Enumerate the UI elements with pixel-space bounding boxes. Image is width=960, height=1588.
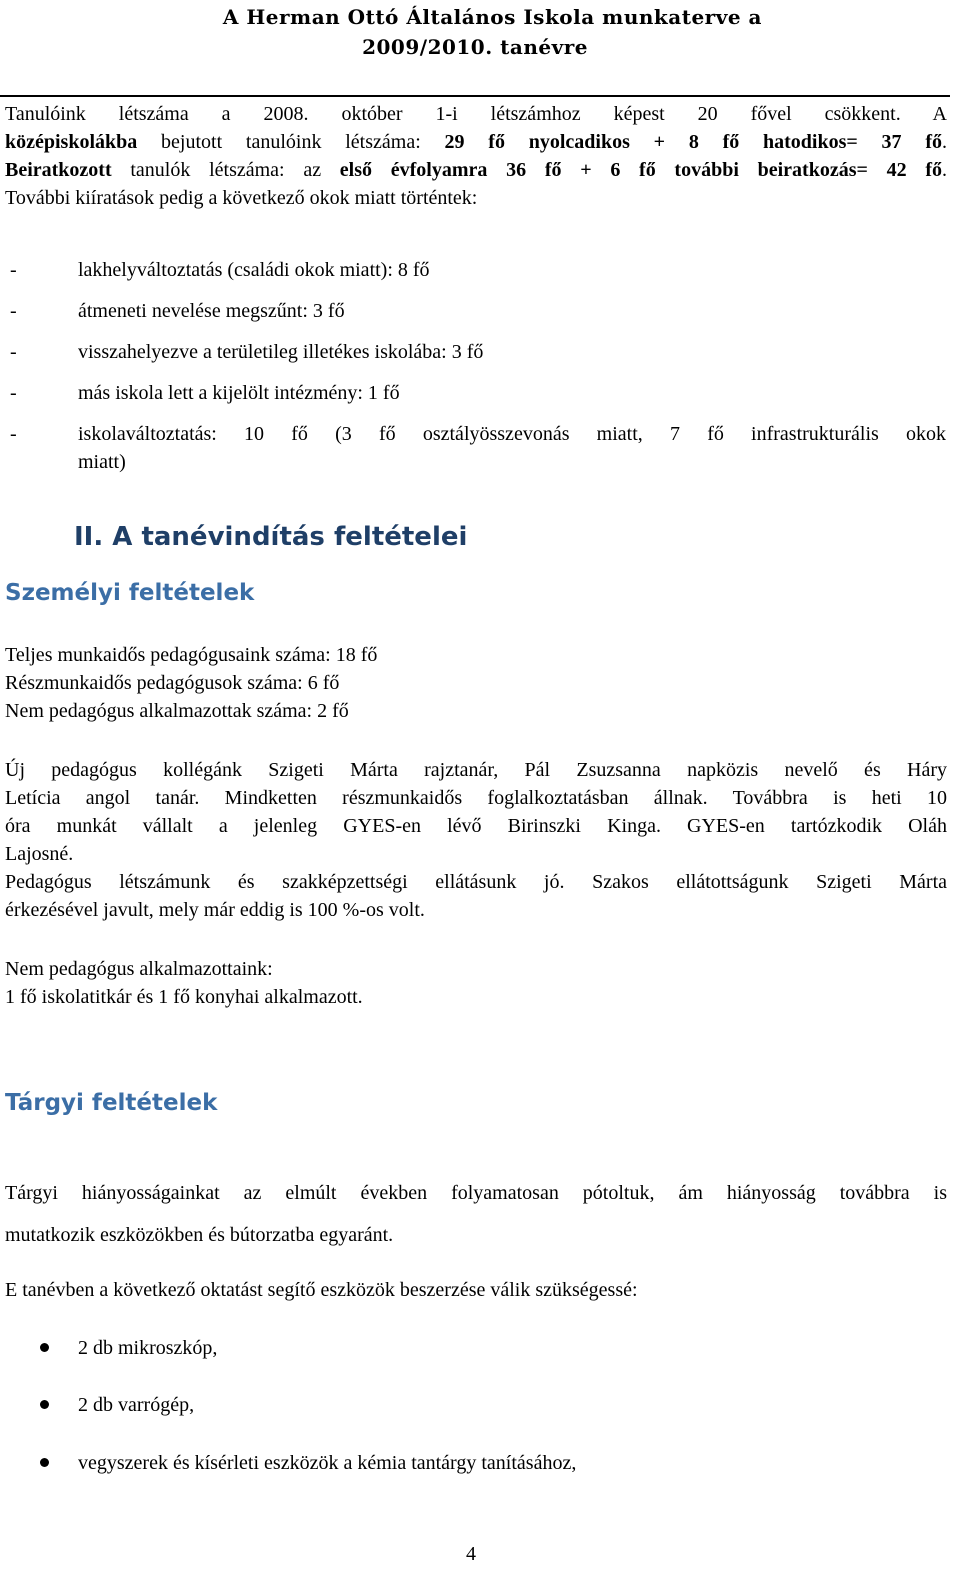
reason-text-line1: iskolaváltoztatás: 10 fő (3 fő osztályösszevonás miatt, 7 fő infrastrukturális okok (78, 423, 946, 445)
intro-line-4: További kiíratások pedig a következő okok miatt történtek: (5, 187, 478, 209)
header-title-line1: A Herman Ottó Általános Iskola munkaterve a (222, 5, 762, 29)
dash-marker: - (10, 259, 17, 281)
dash-marker: - (10, 382, 17, 404)
staff-nonteaching: Nem pedagógus alkalmazottak száma: 2 fő (5, 700, 349, 722)
nonteaching-list: 1 fő iskolatitkár és 1 fő konyhai alkalmazott. (5, 986, 363, 1008)
material-para-line2: mutatkozik eszközökben és bútorzatba egyaránt. (5, 1224, 394, 1246)
page-number: 4 (466, 1543, 476, 1565)
new-teachers-line1: Új pedagógus kollégánk Szigeti Márta rajztanár, Pál Zsuzsanna napközis nevelő és Háry (5, 759, 947, 781)
new-teachers-line4: Lajosné. (5, 843, 74, 865)
intro-line-2 (5, 128, 947, 156)
staffing-line2: érkezésével javult, mely már eddig is 100 %-os volt. (5, 899, 425, 921)
new-teachers-line3: óra munkát vállalt a jelenleg GYES-en lévő Birinszki Kinga. GYES-en tartózkodik Oláh (5, 815, 947, 837)
page-header (0, 0, 960, 96)
bullet-icon (40, 1400, 49, 1409)
bullet-icon (40, 1458, 49, 1467)
staff-fulltime: Teljes munkaidős pedagógusaink száma: 18 fő (5, 644, 378, 666)
intro-text: . (942, 159, 947, 181)
intro-text: . (942, 131, 947, 153)
intro-line-3 (5, 156, 947, 184)
dash-marker: - (10, 423, 17, 445)
bold-text: középiskolákba (5, 131, 138, 153)
intro-text: tanulók létszáma: az (111, 159, 340, 181)
header-title-line2: 2009/2010. tanévre (362, 35, 588, 59)
material-conditions-heading: Tárgyi feltételek (5, 1090, 218, 1116)
staffing-line1: Pedagógus létszámunk és szakképzettségi ellátásunk jó. Szakos ellátottságunk Szigeti Márta (5, 871, 947, 893)
equipment-text: 2 db varrógép, (78, 1394, 195, 1416)
new-teachers-line2: Letícia angol tanár. Mindketten részmunkaidős foglalkoztatásban állnak. Továbbra is heti 10 (5, 787, 947, 809)
personal-conditions-heading: Személyi feltételek (5, 580, 255, 606)
bullet-icon (40, 1343, 49, 1352)
reason-text: visszahelyezve a területileg illetékes iskolába: 3 fő (78, 341, 484, 363)
intro-text: bejutott tanulóink létszáma: (137, 131, 445, 153)
equipment-text: vegyszerek és kísérleti eszközök a kémia tantárgy tanításához, (78, 1452, 577, 1474)
equipment-text: 2 db mikroszkóp, (78, 1337, 218, 1359)
dash-marker: - (10, 341, 17, 363)
staff-parttime: Részmunkaidős pedagógusok száma: 6 fő (5, 672, 340, 694)
reason-text-line2: miatt) (78, 451, 126, 473)
bold-text: első évfolyamra 36 fő + 6 fő további beiratkozás= 42 fő (339, 159, 942, 181)
intro-line-1: Tanulóink létszáma a 2008. október 1-i létszámhoz képest 20 fővel csökkent. A (5, 103, 947, 125)
material-para-line1: Tárgyi hiányosságainkat az elmúlt években folyamatosan pótoltuk, ám hiányosság továbbra is (5, 1182, 947, 1204)
header-divider (0, 95, 950, 97)
bold-text: 29 fő nyolcadikos + 8 fő hatodikos= 37 fő (444, 131, 942, 153)
nonteaching-label: Nem pedagógus alkalmazottaink: (5, 958, 273, 980)
dash-marker: - (10, 300, 17, 322)
equipment-intro: E tanévben a következő oktatást segítő eszközök beszerzése válik szükségessé: (5, 1279, 638, 1301)
section-title: II. A tanévindítás feltételei (74, 522, 468, 552)
reason-text: átmeneti nevelése megszűnt: 3 fő (78, 300, 345, 322)
reason-text: más iskola lett a kijelölt intézmény: 1 fő (78, 382, 400, 404)
bold-text: Beiratkozott (5, 159, 112, 181)
reason-text: lakhelyváltoztatás (családi okok miatt): 8 fő (78, 259, 430, 281)
